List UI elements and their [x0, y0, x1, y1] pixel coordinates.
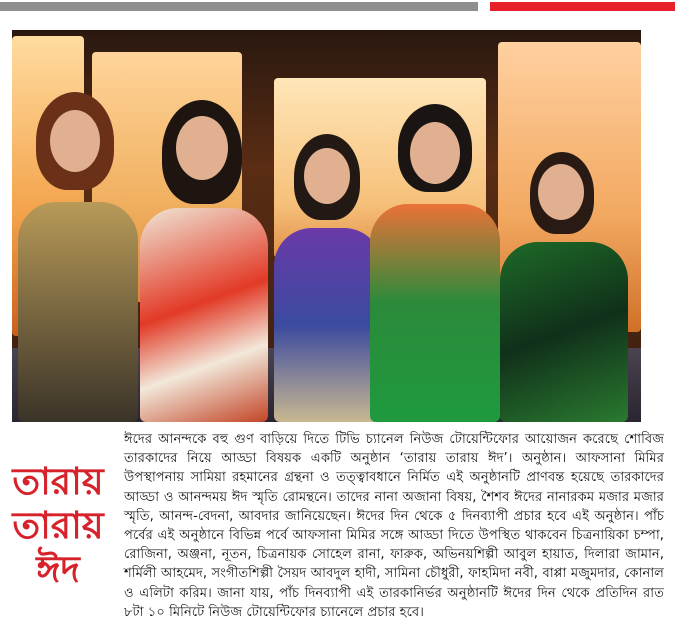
headline [10, 460, 106, 592]
article-body: ঈদের আনন্দকে বহু গুণ বাড়িয়ে দিতে টিভি চ্যানেল নিউজ টোয়েন্টিফোর আয়োজন করেছে শোবিজ তারকাদের নিয়ে আড্ডা বিষয়ক একটি অনুষ্ঠান ‘তারায় তারায় ঈদ’। অনুষ্ঠান। আফসানা মিমির উপস্থাপনায় সামিয়া রহমানের গ্রন্থনা ও তত্ত্বাবধানে নির্মিত এই অনুষ্ঠানটি প্রাণবন্ত হয়েছে তারকাদের আড্ডা ও আনন্দময় ঈদ স্মৃতি রোমন্থনে। তাদের নানা অজানা বিষয়, শৈশব ঈদের নানারকম মজার মজার স্মৃতি, আনন্দ-বেদনা, আবদার জানিয়েছেন। ঈদের দিন থেকে ৫ দিনব্যাপী প্রচার হবে এই অনুষ্ঠান। পাঁচ পর্বের এই অনুষ্ঠানে বিভিন্ন পর্বে আফসানা মিমির সঙ্গে আড্ডা দিতে উপস্থিত থাকবেন চিত্রনায়িকা চম্পা, রোজিনা, অঞ্জনা, নূতন, চিত্রনায়ক সোহেল রানা, ফারুক, অভিনয়শিল্পী আবুল হায়াত, দিলারা জামান, শর্মিলী আহমেদ, সংগীতশিল্পী সৈয়দ আবদুল হাদী, সামিনা চৌধুরী, ফাহমিদা নবী, বাপ্পা মজুমদার, কোনাল ও এলিটা করিম। জানা যায়, পাঁচ দিনব্যাপী এই তারকানির্ভর অনুষ্ঠানটি ঈদের দিন থেকে প্রতিদিন রাত ৮টা ১০ মিনিটে নিউজ টোয়েন্টিফোর চ্যানেলে প্রচার হবে। [124, 432, 664, 620]
headline-line: ঈদ [36, 548, 80, 591]
guest-person [370, 104, 500, 422]
headline-line: তারায় [12, 460, 104, 503]
guest-person [140, 100, 268, 422]
headline-line: তারায় [12, 504, 104, 547]
article-photo [12, 30, 641, 422]
guest-person [500, 152, 628, 422]
header-rule-red [490, 2, 675, 11]
guest-person [18, 90, 138, 422]
guest-person [274, 134, 382, 422]
header-rule-gray [0, 2, 478, 11]
